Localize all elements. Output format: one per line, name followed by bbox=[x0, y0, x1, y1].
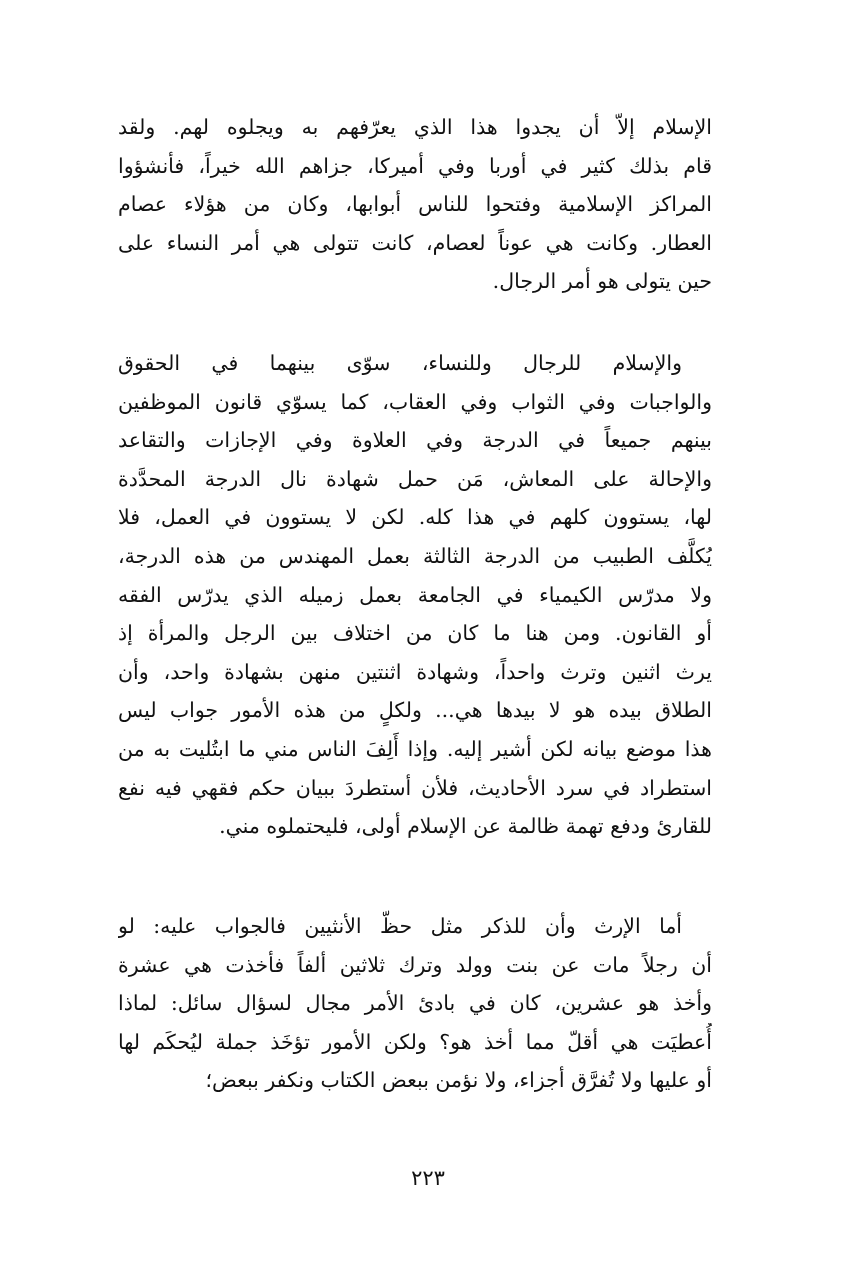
text-line: والإسلام للرجال وللنساء، سوّى بينهما في الحقوق bbox=[118, 351, 682, 375]
text-line: ولا مدرّس الكيمياء في الجامعة بعمل زميله الذي يدرّس الفقه bbox=[118, 582, 712, 607]
text-line: يُكلَّف الطبيب من الدرجة الثالثة بعمل المهندس من هذه الدرجة، bbox=[118, 543, 712, 568]
text-line: قام بذلك كثير في أوربا وفي أميركا، جزاهم الله خيراً، فأنشؤوا bbox=[118, 153, 712, 178]
text-line: والإحالة على المعاش، مَن حمل شهادة نال الدرجة المحدَّدة bbox=[118, 466, 712, 491]
text-line: أما الإرث وأن للذكر مثل حظّ الأنثيين فالجواب عليه: لو bbox=[118, 914, 682, 938]
text-line: الطلاق بيده هو لا بيدها هي... ولكلٍ من هذه الأمور جواب ليس bbox=[118, 698, 712, 723]
text-line: استطراد في سرد الأحاديث، فلأن أستطردَ ببيان حكم فقهي فيه نفع bbox=[118, 775, 712, 800]
text-line: وأخذ هو عشرين، كان في بادئ الأمر مجال لسؤال سائل: لماذا bbox=[118, 991, 712, 1016]
text-line: المراكز الإسلامية وفتحوا للناس أبوابها، وكان من هؤلاء عصام bbox=[118, 192, 712, 217]
text-line: أُعطيَت هي أقلّ مما أخذ هو؟ ولكن الأمور تؤخَذ جملة ليُحكَم لها bbox=[118, 1029, 712, 1054]
text-line: أن رجلاً مات عن بنت وولد وترك ثلاثين ألفاً فأخذت هي عشرة bbox=[118, 952, 712, 977]
paragraph-inheritance bbox=[118, 907, 712, 1100]
text-line: يرث اثنين وترث واحداً، وشهادة اثنتين منهن بشهادة واحد، وأن bbox=[118, 659, 712, 684]
text-line: لها، يستوون كلهم في هذا كله. لكن لا يستوون في العمل، فلا bbox=[118, 505, 712, 530]
text-line: أو عليها ولا تُفرَّق أجزاء، ولا نؤمن ببعض الكتاب ونكفر ببعض؛ bbox=[205, 1068, 712, 1093]
paragraph-rights bbox=[118, 344, 712, 846]
text-line: أو القانون. ومن هنا ما كان من اختلاف بين الرجل والمرأة إذ bbox=[118, 621, 712, 646]
text-line: والواجبات وفي الثواب وفي العقاب، كما يسوّي قانون الموظفين bbox=[118, 389, 712, 414]
text-line: العطار. وكانت هي عوناً لعصام، كانت تتولى هي أمر النساء على bbox=[118, 230, 712, 255]
text-line: بينهم جميعاً في الدرجة وفي العلاوة وفي الإجازات والتقاعد bbox=[118, 428, 712, 453]
paragraph-continuation bbox=[118, 108, 712, 301]
text-line: للقارئ ودفع تهمة ظالمة عن الإسلام أولى، فليحتملوه مني. bbox=[219, 814, 712, 839]
text-line: حين يتولى هو أمر الرجال. bbox=[492, 269, 712, 294]
text-line: هذا موضع بيانه لكن أشير إليه. وإذا أَلِفَ الناس مني ما ابتُليت به من bbox=[118, 736, 712, 761]
text-line: الإسلام إلاّ أن يجدوا هذا الذي يعرّفهم به ويجلوه لهم. ولقد bbox=[118, 115, 712, 139]
page-number: ٢٢٣ bbox=[411, 1166, 445, 1190]
